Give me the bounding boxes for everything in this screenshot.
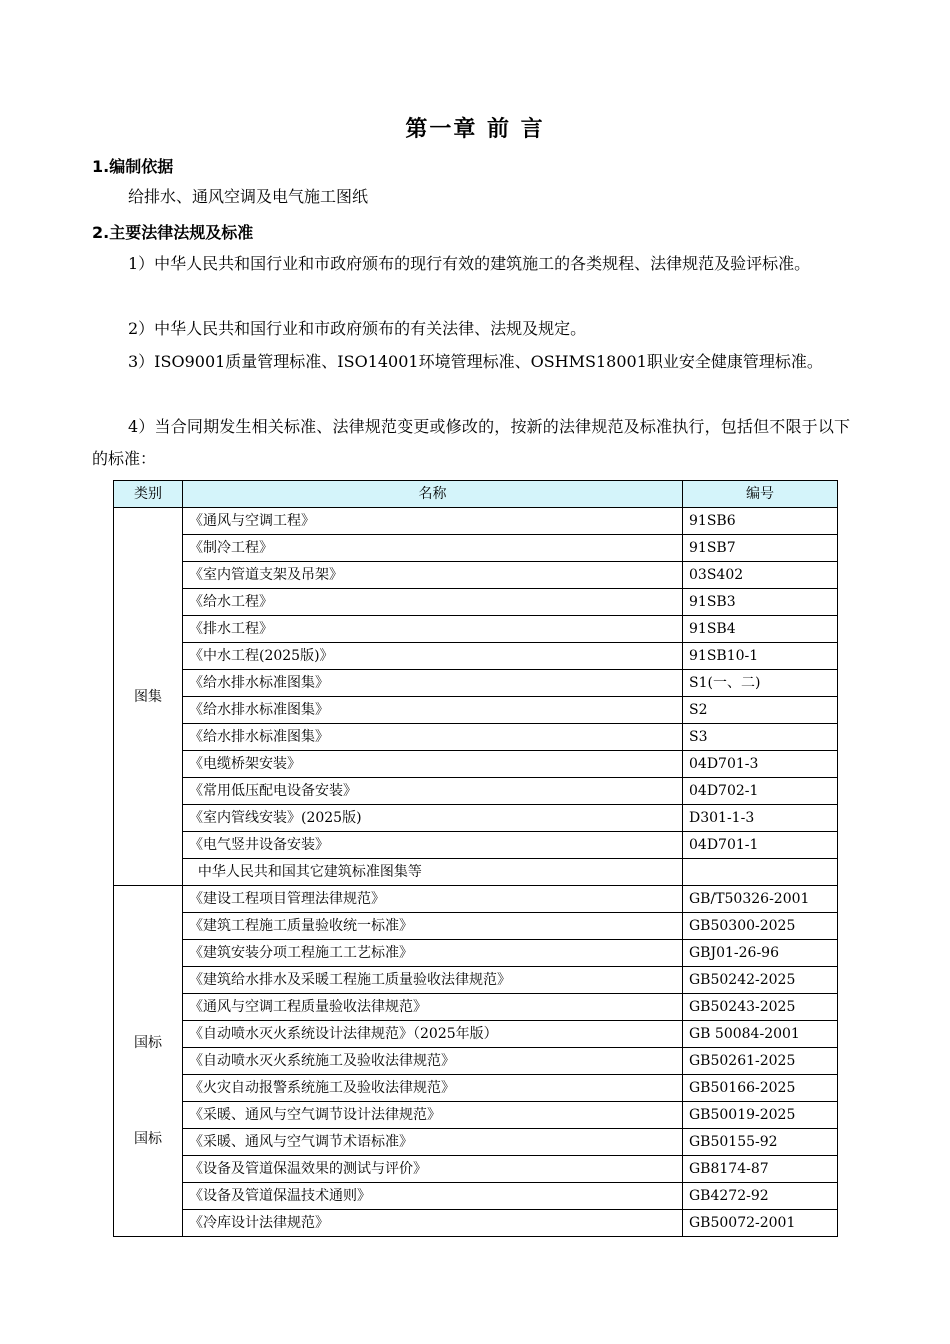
standard-code-cell: GB50019-2025 [683,1102,838,1129]
category-cell [114,886,183,1237]
regulation-item-2: 2）中华人民共和国行业和市政府颁布的有关法律、法规及规定。 [128,319,587,338]
table-row [114,697,838,724]
standard-code-cell: 91SB10-1 [683,643,838,670]
standard-code-cell: GB50155-92 [683,1129,838,1156]
standard-code-cell: 04D701-3 [683,751,838,778]
standard-code-cell: 04D702-1 [683,778,838,805]
table-row [114,1129,838,1156]
standard-name-cell: 《给水排水标准图集》 [183,670,683,697]
table-row [114,724,838,751]
standard-name-cell: 《中水工程(2025版)》 [183,643,683,670]
standard-name-cell: 《给水排水标准图集》 [183,697,683,724]
standard-name-cell: 《采暖、通风与空气调节术语标准》 [183,1129,683,1156]
standard-code-cell: GB50166-2025 [683,1075,838,1102]
table-row [114,1210,838,1237]
regulation-item-1: 1）中华人民共和国行业和市政府颁布的现行有效的建筑施工的各类规程、法律规范及验评标准。 [128,254,811,273]
table-row [114,967,838,994]
category-cell: 图集 [114,508,183,886]
regulation-item-3: 3）ISO9001质量管理标准、ISO14001环境管理标准、OSHMS18001职业安全健康管理标准。 [128,352,823,371]
standard-name-cell: 《给水工程》 [183,589,683,616]
table-row [114,589,838,616]
table-row [114,859,838,886]
basis-paragraph: 给排水、通风空调及电气施工图纸 [128,187,369,206]
standard-name-cell: 《常用低压配电设备安装》 [183,778,683,805]
standard-name-cell: 《电气竖井设备安装》 [183,832,683,859]
standard-name-cell: 《自动喷水灭火系统设计法律规范》（2025年版） [183,1021,683,1048]
standard-code-cell: GB50243-2025 [683,994,838,1021]
standard-name-cell: 中华人民共和国其它建筑标准图集等 [183,859,683,886]
table-row [114,1183,838,1210]
standard-name-cell: 《火灾自动报警系统施工及验收法律规范》 [183,1075,683,1102]
standard-code-cell: GB50261-2025 [683,1048,838,1075]
standard-name-cell: 《设备及管道保温技术通则》 [183,1183,683,1210]
standard-code-cell: GBJ01-26-96 [683,940,838,967]
standard-code-cell: 91SB3 [683,589,838,616]
standard-code-cell: GB/T50326-2001 [683,886,838,913]
table-row [114,616,838,643]
table-row [114,1048,838,1075]
table-row [114,508,838,535]
table-row [114,562,838,589]
standard-code-cell: GB 50084-2001 [683,1021,838,1048]
standard-code-cell: GB50242-2025 [683,967,838,994]
standard-code-cell: GB50300-2025 [683,913,838,940]
standard-name-cell: 《自动喷水灭火系统施工及验收法律规范》 [183,1048,683,1075]
regulation-item-4: 4）当合同期发生相关标准、法律规范变更或修改的，按新的法律规范及标准执行，包括但不限于以下的标准： [92,417,850,468]
standard-code-cell: GB4272-92 [683,1183,838,1210]
table-row [114,1156,838,1183]
standard-code-cell: 04D701-1 [683,832,838,859]
table-row [114,994,838,1021]
standard-code-cell: 91SB6 [683,508,838,535]
standard-code-cell: S3 [683,724,838,751]
table-row [114,1021,838,1048]
header-category: 类别 [114,481,183,508]
standard-name-cell: 《室内管道支架及吊架》 [183,562,683,589]
standard-code-cell: 91SB7 [683,535,838,562]
table-row [114,535,838,562]
standard-code-cell: GB8174-87 [683,1156,838,1183]
header-name: 名称 [183,481,683,508]
category-label: 国标 [134,1131,162,1147]
standard-name-cell: 《给水排水标准图集》 [183,724,683,751]
table-row [114,670,838,697]
table-row [114,778,838,805]
standard-code-cell: S2 [683,697,838,724]
table-row [114,643,838,670]
table-row [114,1102,838,1129]
standard-name-cell: 《通风与空调工程质量验收法律规范》 [183,994,683,1021]
standard-name-cell: 《制冷工程》 [183,535,683,562]
standard-name-cell: 《采暖、通风与空气调节设计法律规范》 [183,1102,683,1129]
table-header-row [114,481,838,508]
standard-code-cell: GB50072-2001 [683,1210,838,1237]
standard-code-cell: 03S402 [683,562,838,589]
standard-name-cell: 《建筑工程施工质量验收统一标准》 [183,913,683,940]
table-row [114,805,838,832]
table-row [114,940,838,967]
standard-code-cell: S1(一、二) [683,670,838,697]
standard-name-cell: 《建设工程项目管理法律规范》 [183,886,683,913]
table-row [114,751,838,778]
standard-name-cell: 《室内管线安装》(2025版) [183,805,683,832]
standard-name-cell: 《冷库设计法律规范》 [183,1210,683,1237]
header-code: 编号 [683,481,838,508]
category-label: 国标 [134,1035,162,1051]
table-row [114,1075,838,1102]
standard-name-cell: 《建筑给水排水及采暖工程施工质量验收法律规范》 [183,967,683,994]
table-row [114,832,838,859]
table-row [114,886,838,913]
standard-code-cell: D301-1-3 [683,805,838,832]
standard-name-cell: 《电缆桥架安装》 [183,751,683,778]
standard-name-cell: 《设备及管道保温效果的测试与评价》 [183,1156,683,1183]
standard-name-cell: 《排水工程》 [183,616,683,643]
standard-code-cell: 91SB4 [683,616,838,643]
standard-code-cell [683,859,838,886]
section-heading-basis: 1.编制依据 [92,157,174,176]
standards-table [113,480,838,1237]
standard-name-cell: 《通风与空调工程》 [183,508,683,535]
section-heading-regulations: 2.主要法律法规及标准 [92,223,254,242]
table-row [114,913,838,940]
standard-name-cell: 《建筑安装分项工程施工工艺标准》 [183,940,683,967]
page-title: 第一章 前 言 [405,117,545,142]
